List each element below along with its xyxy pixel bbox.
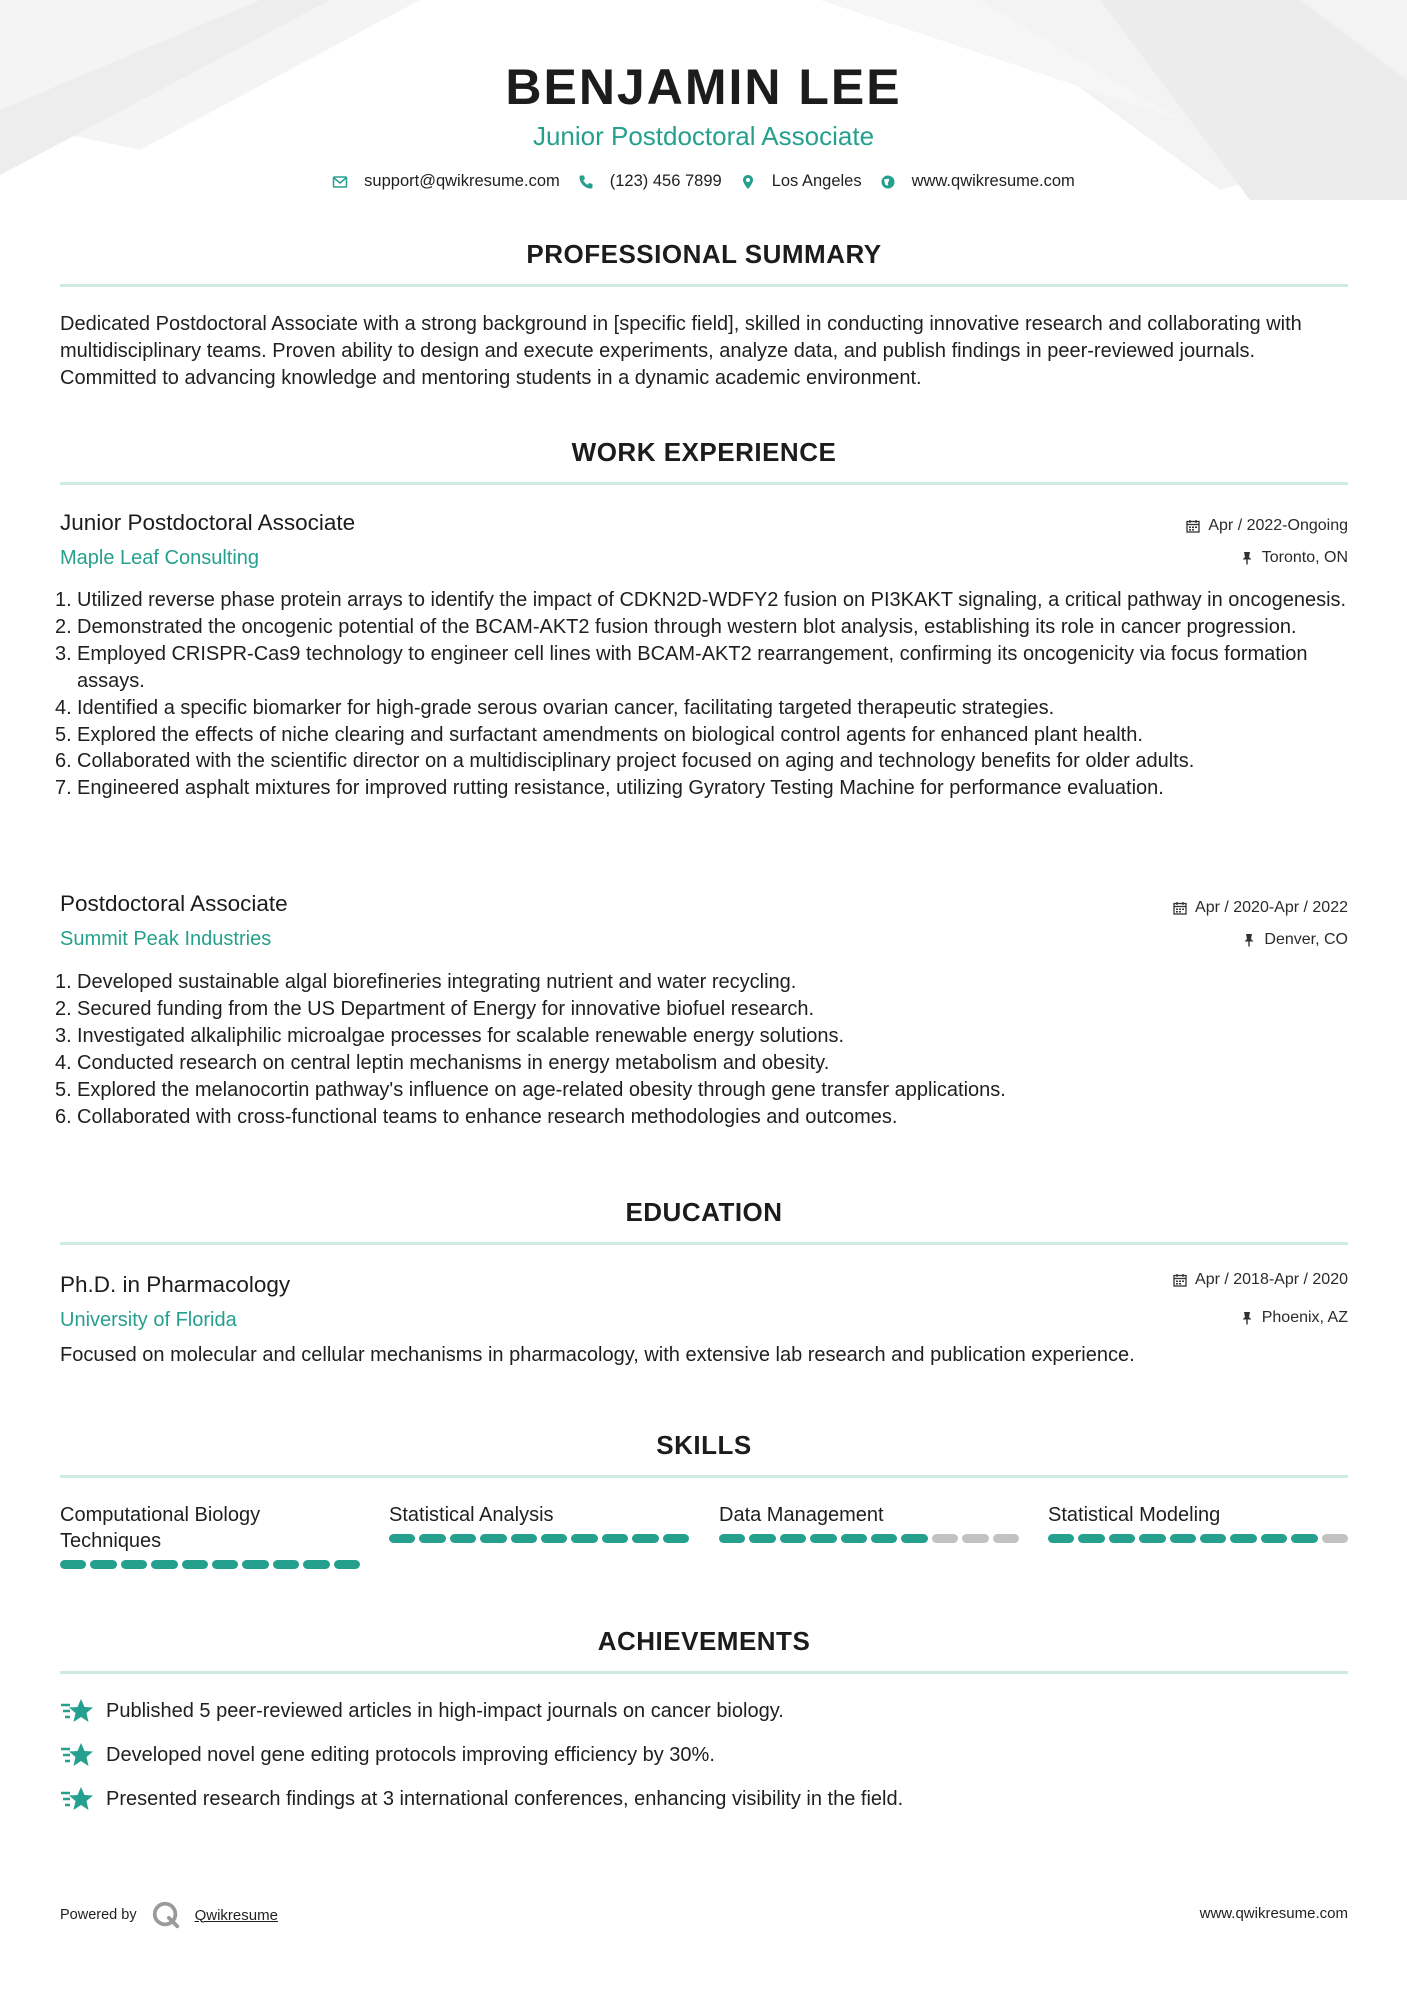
skill-segment-filled [1139,1534,1165,1543]
contact-location [740,172,862,191]
list-item: 3. Investigated alkaliphilic microalgae processes for scalable renewable energy solutions. [55,1024,845,1047]
skill-segment-filled [901,1534,927,1543]
skill-segment-filled [60,1560,86,1569]
skill-segment-filled [182,1560,208,1569]
powered-by-label: Powered by [60,1907,137,1923]
skill-level-bar [389,1534,689,1543]
section-title-achievements: ACHIEVEMENTS [597,1626,811,1656]
skill-segment-filled [632,1534,658,1543]
skill-segment-filled [1048,1534,1074,1543]
skill-segment-filled [1109,1534,1135,1543]
list-item: 2. Secured funding from the US Department of Energy for innovative biofuel research. [55,997,815,1020]
candidate-title: Junior Postdoctoral Associate [532,121,875,151]
skill-segment-empty [962,1534,988,1543]
list-item: 6. Collaborated with the scientific director on a multidisciplinary project focused on aging and technology benefits for older adults. [55,750,1195,773]
footer-powered-by [60,1900,278,1930]
job-location [1242,931,1348,949]
achievement-item [60,1696,784,1726]
location-pin-icon [740,174,756,190]
skill-level-bar [1048,1534,1348,1543]
skill-segment-empty [993,1534,1019,1543]
skill-segment-filled [602,1534,628,1543]
job-location-text: Toronto, ON [1261,549,1348,566]
skill-name: Statistical Analysis [389,1504,554,1526]
job-dates [1173,899,1348,917]
skill-segment-empty [1322,1534,1348,1543]
section-divider [60,1475,1348,1478]
skill-segment-filled [1230,1534,1256,1543]
skill-segment-filled [1200,1534,1226,1543]
skill-segment-filled [780,1534,806,1543]
section-title-summary: PROFESSIONAL SUMMARY [526,239,882,269]
footer-website[interactable]: www.qwikresume.com [1199,1905,1348,1922]
skill-level-bar [60,1560,360,1569]
star-award-icon [60,1784,94,1814]
achievement-text: Presented research findings at 3 international conferences, enhancing visibility in the field. [106,1787,904,1810]
school-name: University of Florida [60,1309,237,1331]
skill-segment-filled [151,1560,177,1569]
job-bullets [55,969,1352,1130]
contact-phone[interactable] [578,172,722,191]
skill-segment-filled [212,1560,238,1569]
list-item: 5. Explored the melanocortin pathway's influence on age-related obesity through gene transfer applications. [55,1078,1006,1101]
education-description: Focused on molecular and cellular mechanisms in pharmacology, with extensive lab research and publication experience. [60,1344,1135,1366]
list-item: 4. Identified a specific biomarker for high-grade serous ovarian cancer, facilitating targeted therapeutic strategies. [55,696,1055,719]
list-item: 5. Explored the effects of niche clearing and surfactant amendments on biological control agents for enhanced plant health. [55,723,1143,746]
contact-email[interactable] [332,172,560,191]
education-location-text: Phoenix, AZ [1261,1309,1348,1326]
qwikresume-logo-icon [151,1900,181,1930]
job-location [1240,549,1348,567]
star-award-icon [60,1696,94,1726]
skill-segment-empty [932,1534,958,1543]
job-bullets [55,587,1352,802]
calendar-icon [1173,1273,1187,1287]
globe-icon [880,174,896,190]
section-title-education: EDUCATION [625,1197,783,1227]
list-item: 7. Engineered asphalt mixtures for improved rutting resistance, utilizing Gyratory Testing Machine for performance evaluation. [55,777,1164,800]
company-name: Maple Leaf Consulting [60,547,260,569]
contact-phone-text: (123) 456 7899 [609,172,722,190]
contact-row [0,172,1407,191]
company-name: Summit Peak Industries [60,928,272,950]
skill-segment-filled [511,1534,537,1543]
summary-text: Dedicated Postdoctoral Associate with a strong background in [specific field], skilled in conducting innovative research and collaborating with multidisciplinary teams. Proven ability to design and execute experiments, analyze data, and publish findings in peer-reviewed journals. Committed to advancing knowledge and mentoring students in a dynamic academic environment. [60,313,1302,389]
skill-segment-filled [334,1560,360,1569]
skill-segment-filled [810,1534,836,1543]
achievement-item [60,1740,715,1770]
list-item: 3. Employed CRISPR-Cas9 technology to engineer cell lines with BCAM-AKT2 rearrangement, confirming its oncogenicity via focus formation assays. [55,642,1308,692]
pushpin-icon [1240,1311,1254,1325]
job-dates [1186,517,1348,535]
contact-website-text: www.qwikresume.com [911,172,1075,190]
skill-name: Data Management [719,1504,884,1526]
pushpin-icon [1242,933,1256,947]
section-divider [60,284,1348,287]
skill-item [719,1502,1019,1543]
skill-segment-filled [121,1560,147,1569]
candidate-name: BENJAMIN LEE [505,59,902,115]
skill-segment-filled [242,1560,268,1569]
section-title-skills: SKILLS [656,1430,752,1460]
skill-name: Statistical Modeling [1048,1504,1221,1526]
phone-icon [578,174,594,190]
contact-website[interactable] [880,172,1075,191]
list-item: 2. Demonstrated the oncogenic potential of the BCAM-AKT2 fusion through western blot analysis, establishing its role in cancer progression. [55,615,1297,638]
section-divider [60,1671,1348,1674]
skill-segment-filled [90,1560,116,1569]
skill-segment-filled [749,1534,775,1543]
contact-email-text: support@qwikresume.com [364,172,560,190]
list-item: 1. Utilized reverse phase protein arrays to identify the impact of CDKN2D-WDFY2 fusion on PI3KAKT signaling, a critical pathway in oncogenesis. [55,589,1347,611]
job-location-text: Denver, CO [1264,931,1348,948]
job-dates-text: Apr / 2020-Apr / 2022 [1195,899,1348,916]
skill-segment-filled [1170,1534,1196,1543]
list-item: 4. Conducted research on central leptin mechanisms in energy metabolism and obesity. [55,1051,830,1074]
skill-segment-filled [1261,1534,1287,1543]
degree-title: Ph.D. in Pharmacology [60,1272,291,1297]
skill-segment-filled [1078,1534,1104,1543]
skill-segment-filled [480,1534,506,1543]
achievement-text: Developed novel gene editing protocols improving efficiency by 30%. [106,1743,715,1766]
education-location [1240,1309,1348,1327]
section-title-experience: WORK EXPERIENCE [571,437,837,467]
envelope-icon [332,174,348,190]
skill-segment-filled [871,1534,897,1543]
list-item: 1. Developed sustainable algal biorefineries integrating nutrient and water recycling. [55,971,797,993]
achievement-text: Published 5 peer-reviewed articles in high-impact journals on cancer biology. [106,1699,784,1722]
calendar-icon [1173,901,1187,915]
contact-location-text: Los Angeles [771,172,862,190]
skill-segment-filled [663,1534,689,1543]
skill-segment-filled [303,1560,329,1569]
skill-segment-filled [571,1534,597,1543]
education-dates [1173,1271,1348,1289]
skill-segment-filled [419,1534,445,1543]
skill-segment-filled [1291,1534,1317,1543]
qwikresume-link[interactable]: Qwikresume [194,1906,278,1924]
skill-name: Computational Biology Techniques [60,1504,261,1552]
job-title: Junior Postdoctoral Associate [60,510,356,535]
section-divider [60,482,1348,485]
education-dates-text: Apr / 2018-Apr / 2020 [1195,1271,1348,1288]
skill-segment-filled [541,1534,567,1543]
skill-item [389,1502,689,1543]
skill-item [60,1502,360,1569]
skill-item [1048,1502,1348,1543]
pushpin-icon [1240,551,1254,565]
achievement-item [60,1784,903,1814]
skill-segment-filled [841,1534,867,1543]
skill-segment-filled [450,1534,476,1543]
star-award-icon [60,1740,94,1770]
section-divider [60,1242,1348,1245]
skill-level-bar [719,1534,1019,1543]
job-title: Postdoctoral Associate [60,891,288,916]
list-item: 6. Collaborated with cross-functional teams to enhance research methodologies and outcomes. [55,1105,898,1128]
calendar-icon [1186,519,1200,533]
skill-segment-filled [273,1560,299,1569]
job-dates-text: Apr / 2022-Ongoing [1208,517,1348,534]
skill-segment-filled [719,1534,745,1543]
skill-segment-filled [389,1534,415,1543]
